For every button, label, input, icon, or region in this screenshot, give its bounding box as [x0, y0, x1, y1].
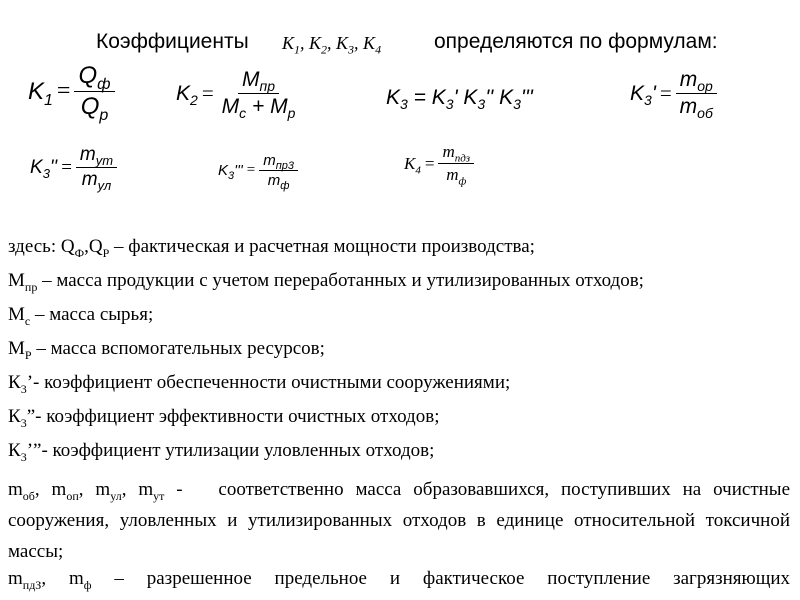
- formula-k2: $K_2$ = $\frac{M_{пр}}{M_с + M_р}$: [176, 68, 296, 122]
- definition-m-c: $М_с$ – масса сырья;: [8, 304, 154, 328]
- definition-k3-double-prime: $К_3”-$ коэффициент эффективности очистных отходов;: [8, 406, 440, 430]
- formula-k3-double-prime: $K_3''$ = $\frac{m_{ут}}{m_{ул}}$: [30, 144, 117, 191]
- formula-k3: $K_3 = K_3'$ $K_3''$ $K_3'''$: [386, 86, 533, 113]
- formula-k1: $K_1$ = $\frac{Q_ф}{Q_р}$: [28, 62, 115, 121]
- header-suffix: определяются по формулам:: [434, 30, 718, 53]
- definition-m-masses: $m_{об}$, $m_{оп}$, $m_{ул}$, $m_{ут}$ - соответственно масса образовавшихся, поступивших на очистные сооружения, уловленных и утилизированных отходов в единице относительной токсичной массы;: [8, 479, 790, 562]
- formula-k4: $K_4$ = $\frac{m_{пдз}}{m_ф}$: [404, 142, 474, 185]
- header-vars: $K_1$, $K_2$, $K_3$, $K_4$: [282, 33, 382, 57]
- formula-k3-prime: $K_3'$ = $\frac{m_{ор}}{m_{об}}$: [630, 68, 717, 119]
- definition-m-pr: $М_{пр}$ – масса продукции с учетом переработанных и утилизированных отходов;: [8, 270, 644, 294]
- definition-m-pdz: $m_{пдЗ}$, $m_ф$ – разрешенное предельное и фактическое поступление загрязняющих: [8, 568, 790, 592]
- definition-k3-triple-prime: $К_3’”-$ коэффициент утилизации уловленных отходов;: [8, 440, 435, 464]
- definition-m-p: $М_Р$ – масса вспомогательных ресурсов;: [8, 338, 325, 362]
- formula-k3-triple-prime: $K_3'''$ = $\frac{m_{пр3}}{m_ф}$: [218, 152, 298, 189]
- definition-q: здесь: $Q_Ф,Q_Р$ – фактическая и расчетная мощности производства;: [8, 236, 535, 260]
- header-label: Коэффициенты: [96, 30, 249, 53]
- definition-k3-prime: $К_3’-$ коэффициент обеспеченности очистными сооружениями;: [8, 372, 511, 396]
